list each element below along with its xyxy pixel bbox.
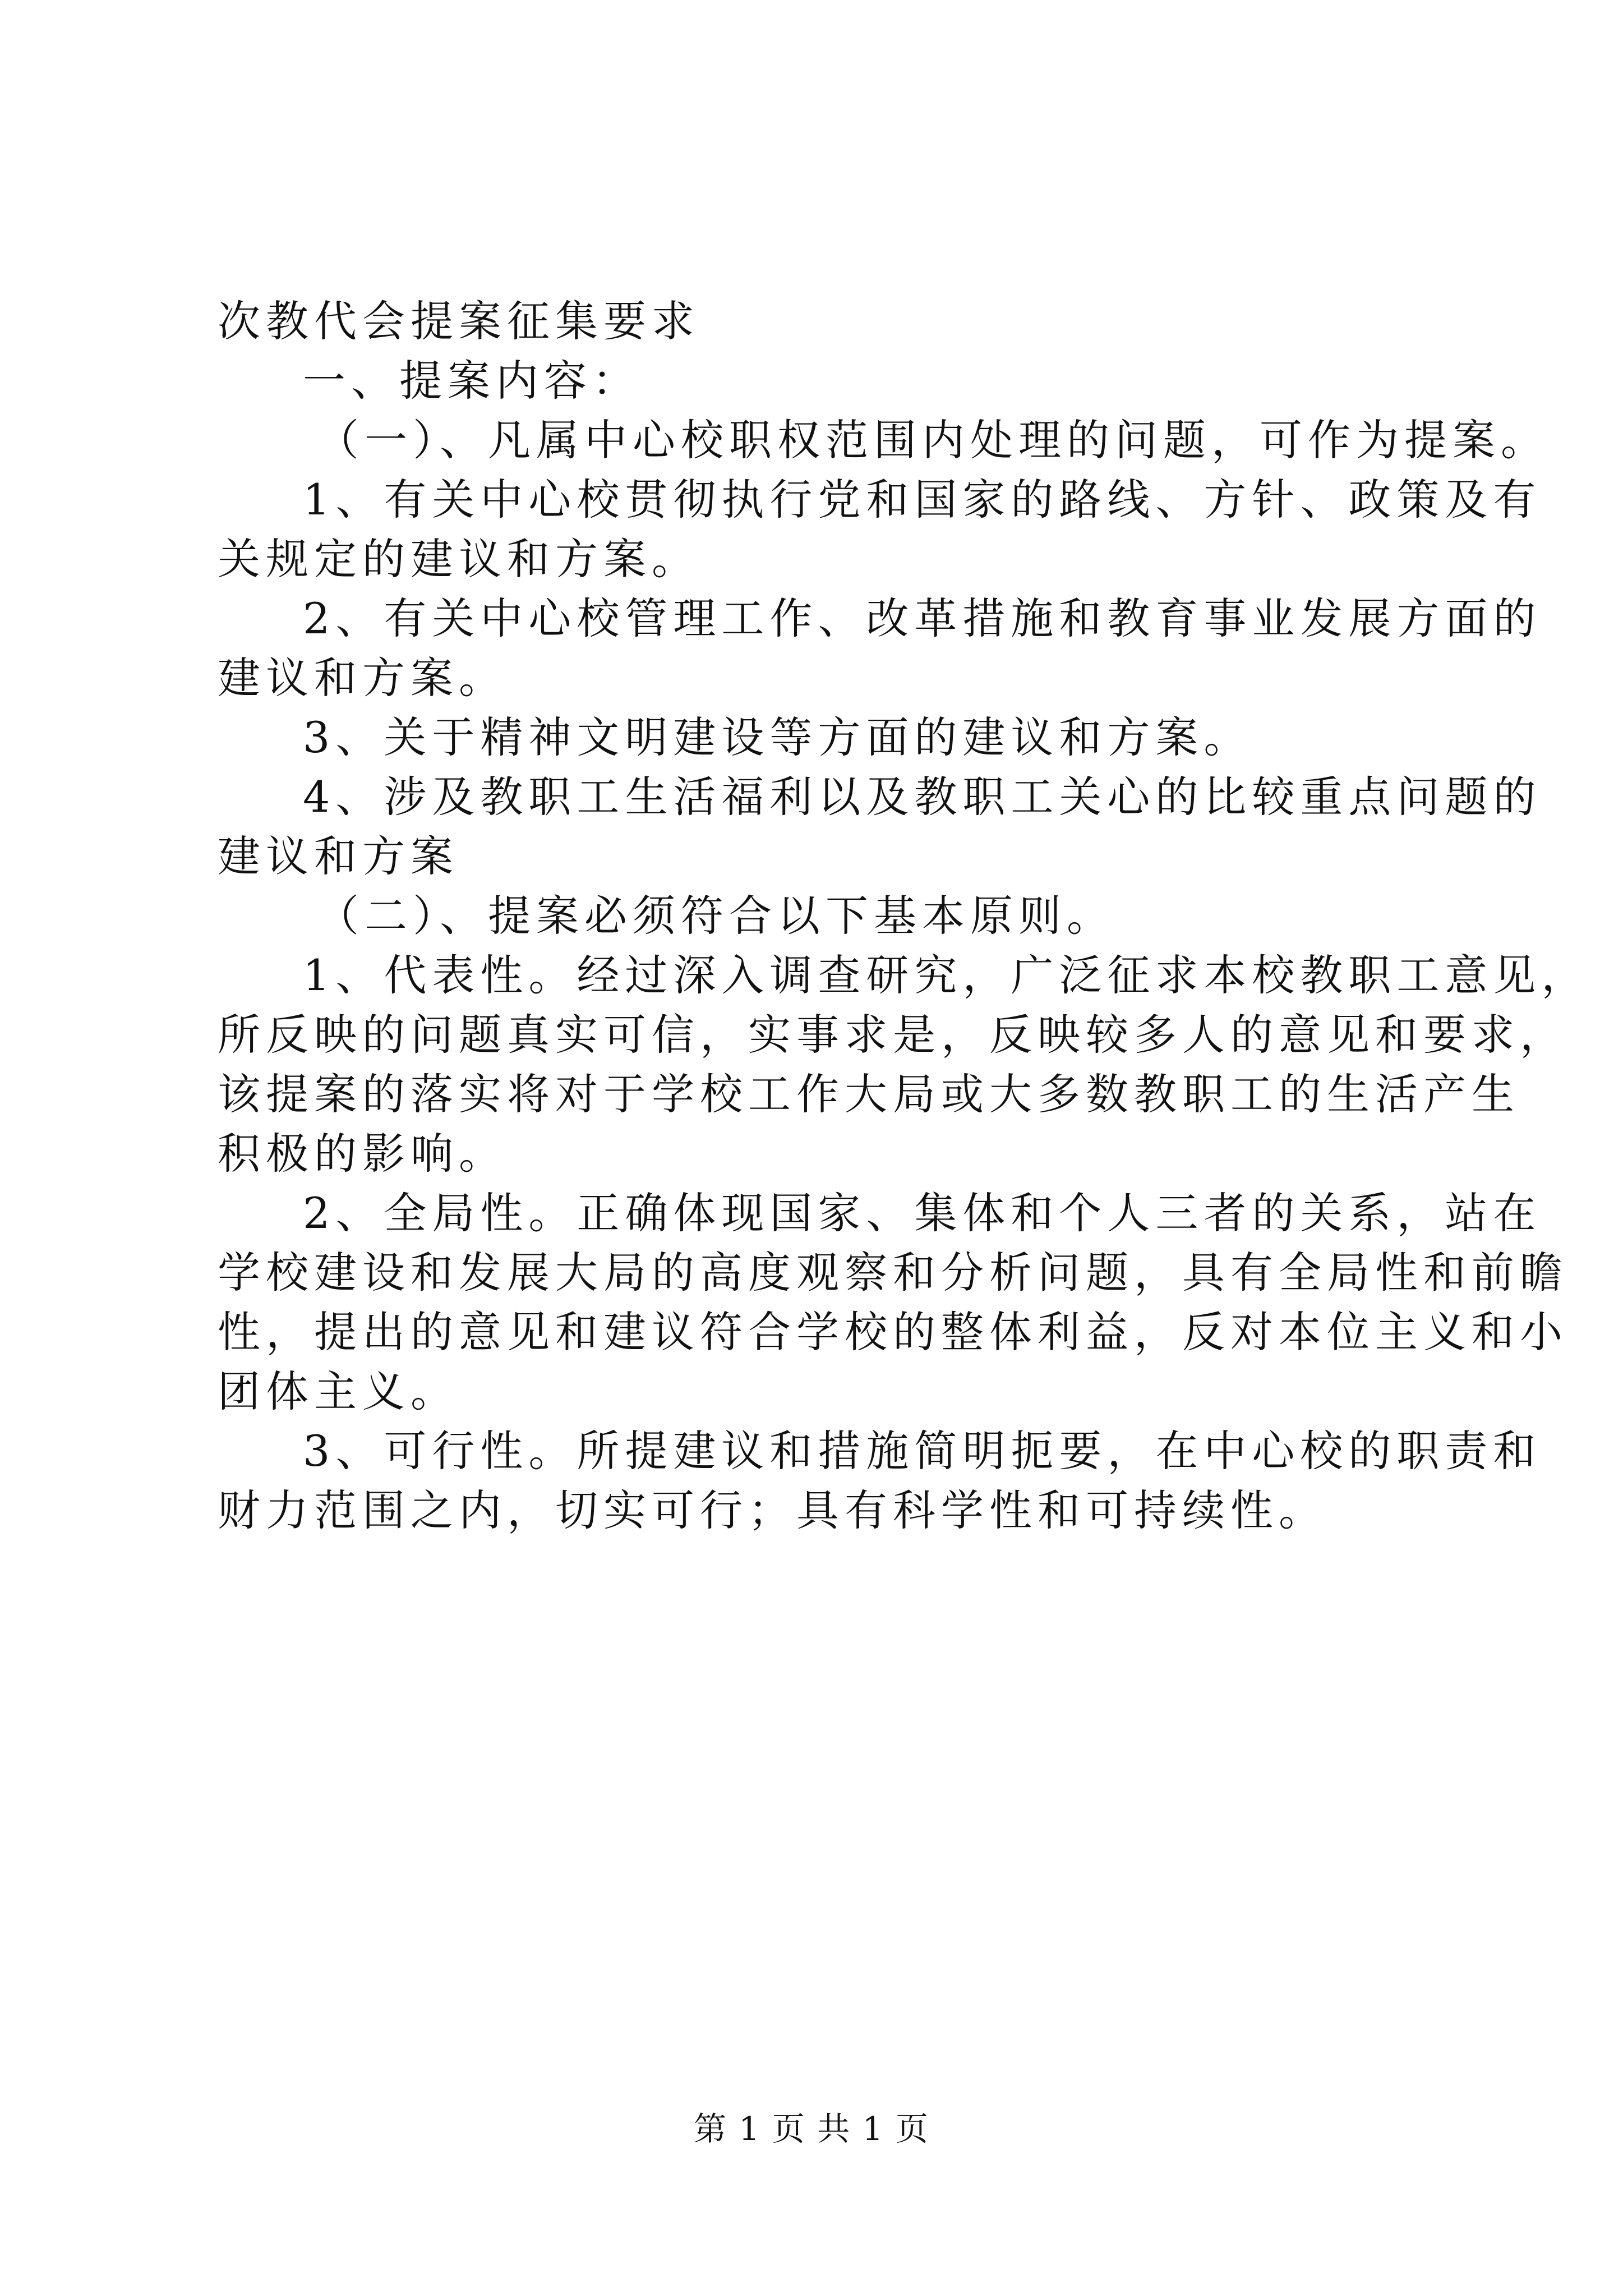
paragraph-line: 学校建设和发展大局的高度观察和分析问题，具有全局性和前瞻 bbox=[218, 1248, 1568, 1297]
paragraph-line: 团体主义。 bbox=[218, 1366, 459, 1416]
subsection-heading-1: （一）、凡属中心校职权范围内处理的问题，可作为提案。 bbox=[316, 415, 1549, 465]
paragraph-line: 1、代表性。经过深入调查研究，广泛征求本校教职工意见， bbox=[303, 950, 1590, 1000]
paragraph-line: 该提案的落实将对于学校工作大局或大多数教职工的生活产生 bbox=[218, 1069, 1520, 1119]
paragraph-line: 积极的影响。 bbox=[218, 1129, 507, 1179]
paragraph-line: 性，提出的意见和建议符合学校的整体利益，反对本位主义和小 bbox=[218, 1307, 1568, 1357]
paragraph-line: 3、可行性。所提建议和措施简明扼要，在中心校的职责和 bbox=[303, 1426, 1542, 1476]
section-heading-content: 一、提案内容： bbox=[303, 356, 640, 406]
document-body bbox=[218, 292, 1590, 1540]
paragraph-line: 1、有关中心校贯彻执行党和国家的路线、方针、政策及有 bbox=[303, 475, 1542, 524]
paragraph-line: 2、全局性。正确体现国家、集体和个人三者的关系，站在 bbox=[303, 1188, 1542, 1238]
paragraph-line: 4、涉及教职工生活福利以及教职工关心的比较重点问题的 bbox=[303, 772, 1542, 822]
paragraph-line: 2、有关中心校管理工作、改革措施和教育事业发展方面的 bbox=[303, 593, 1542, 643]
paragraph-line: 建议和方案 bbox=[218, 831, 459, 881]
paragraph-line: 所反映的问题真实可信，实事求是，反映较多人的意见和要求， bbox=[218, 1010, 1568, 1060]
document-title: 次教代会提案征集要求 bbox=[218, 296, 700, 346]
paragraph-line: 建议和方案。 bbox=[218, 653, 507, 703]
paragraph-line: 财力范围之内，切实可行；具有科学性和可持续性。 bbox=[218, 1485, 1327, 1535]
page-number-footer: 第 1 页 共 1 页 bbox=[694, 2110, 929, 2148]
paragraph-line: 3、关于精神文明建设等方面的建议和方案。 bbox=[303, 712, 1252, 762]
paragraph-line: 关规定的建议和方案。 bbox=[218, 534, 700, 584]
subsection-heading-2: （二）、提案必须符合以下基本原则。 bbox=[316, 891, 1115, 941]
